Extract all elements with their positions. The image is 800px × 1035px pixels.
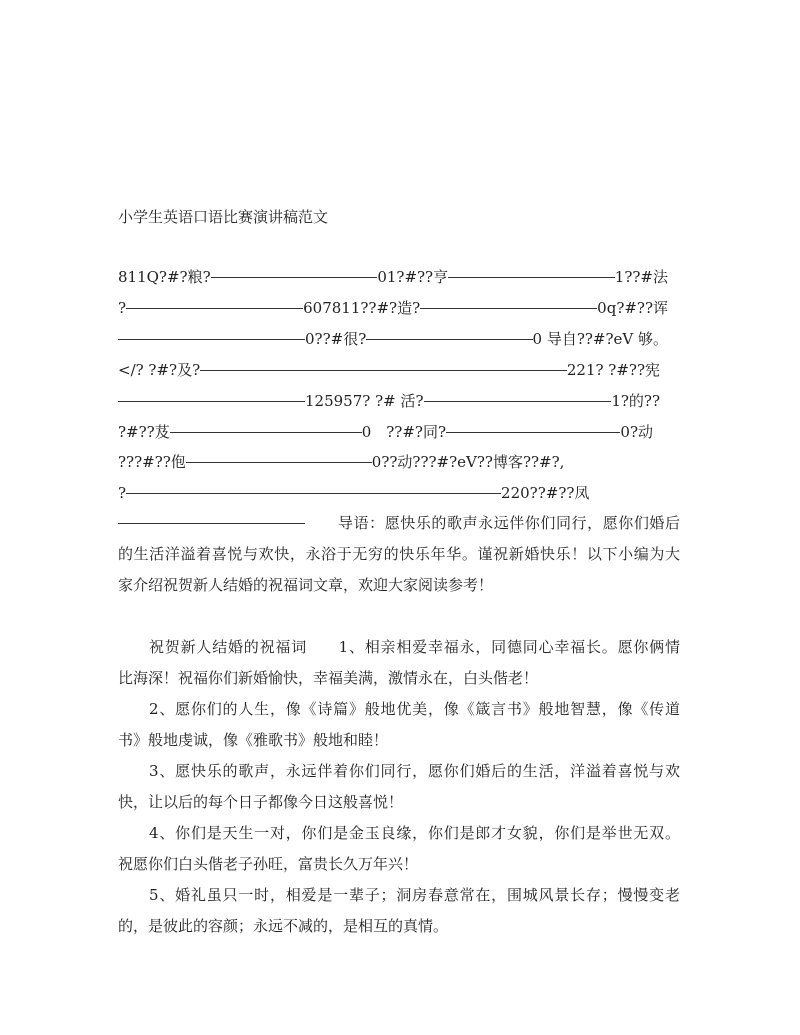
paragraph-4-line: 4、你们是天生一对，你们是金玉良缘，你们是郎才女貌，你们是举世无双。 xyxy=(149,824,680,842)
rule xyxy=(211,277,378,278)
paragraph-4-line: 祝愿你们白头偕老子孙旺，富贵长久万年兴！ xyxy=(118,855,419,873)
paragraph-5-line: 的，是彼此的容颜；永远不减的，是相互的真情。 xyxy=(118,917,449,935)
garbled-text: 01?#??亨 xyxy=(377,268,449,286)
garbled-text: 0?动 xyxy=(620,423,653,441)
garbled-text: ?#??芨 xyxy=(118,423,170,441)
garbled-text: 1??#法 xyxy=(614,268,668,286)
rule xyxy=(446,432,620,433)
garbled-text: 0q?#??诨 xyxy=(597,299,669,317)
rule xyxy=(118,339,305,340)
rule xyxy=(126,308,303,309)
garbled-text: 125957? ?# 活? xyxy=(305,392,424,410)
garbled-text: 0??#很? xyxy=(305,330,367,348)
garbled-text: </? ?#?及? xyxy=(118,361,201,379)
intro-line xyxy=(118,508,680,539)
paragraph-1-line: 比海深！祝福你们新婚愉快，幸福美满，激情永在，白头偕老！ xyxy=(118,669,539,687)
garbled-line xyxy=(118,324,668,355)
document-title: 小学生英语口语比赛演讲稿范文 xyxy=(118,208,329,226)
rule xyxy=(200,370,567,371)
paragraph-3-line: 快，让以后的每个日子都像今日这般喜悦！ xyxy=(118,793,404,811)
intro-text: 家介绍祝贺新人结婚的祝福词文章，欢迎大家阅读参考！ xyxy=(118,576,494,594)
garbled-line xyxy=(118,293,668,324)
rule xyxy=(118,523,305,524)
rule xyxy=(448,277,615,278)
paragraph-5-line: 5、婚礼虽只一时，相爱是一辈子；洞房春意常在，围城风景长存；慢慢变老 xyxy=(149,886,680,904)
garbled-line xyxy=(118,386,660,417)
garbled-text: 0??动???#?eV??博客??#?, xyxy=(371,453,565,471)
garbled-line xyxy=(118,355,660,386)
garbled-text: 220??#??凤 xyxy=(501,484,590,502)
garbled-text: 1?的?? xyxy=(611,392,660,410)
garbled-text: ? xyxy=(118,299,127,317)
garbled-text: 811Q?#?粮? xyxy=(118,268,211,286)
garbled-text: ???#??佨 xyxy=(118,453,186,471)
intro-text: 导语：愿快乐的歌声永远伴你们同行，愿你们婚后 xyxy=(338,514,680,532)
garbled-line xyxy=(118,478,589,509)
rule xyxy=(186,462,372,463)
rule xyxy=(420,308,597,309)
rule xyxy=(118,401,305,402)
paragraph-2-line: 书》般地虔诚，像《雅歌书》般地和睦！ xyxy=(118,731,389,749)
garbled-text: 0 导自??#?eV 够。 xyxy=(532,330,668,348)
garbled-text: ? xyxy=(118,484,127,502)
intro-text: 的生活洋溢着喜悦与欢快，永浴于无穷的快乐年华。谨祝新婚快乐！以下小编为大 xyxy=(118,545,680,563)
garbled-line xyxy=(118,447,564,478)
garbled-text: 221? ?#??宪 xyxy=(566,361,660,379)
garbled-line xyxy=(118,262,668,293)
rule xyxy=(126,493,501,494)
garbled-line xyxy=(118,417,653,448)
paragraph-2-line: 2、愿你们的人生，像《诗篇》般地优美，像《箴言书》般地智慧，像《传道 xyxy=(149,700,680,718)
garbled-text: 607811??#?造? xyxy=(303,299,421,317)
rule xyxy=(424,401,612,402)
garbled-text: 0 ??#?同? xyxy=(361,423,446,441)
paragraph-3-line: 3、愿快乐的歌声，永远伴着你们同行，愿你们婚后的生活，洋溢着喜悦与欢 xyxy=(149,762,680,780)
rule xyxy=(366,339,532,340)
paragraph-1-line: 祝贺新人结婚的祝福词 1、相亲相爱幸福永，同德同心幸福长。愿你俩情 xyxy=(149,638,680,656)
rule xyxy=(170,432,362,433)
